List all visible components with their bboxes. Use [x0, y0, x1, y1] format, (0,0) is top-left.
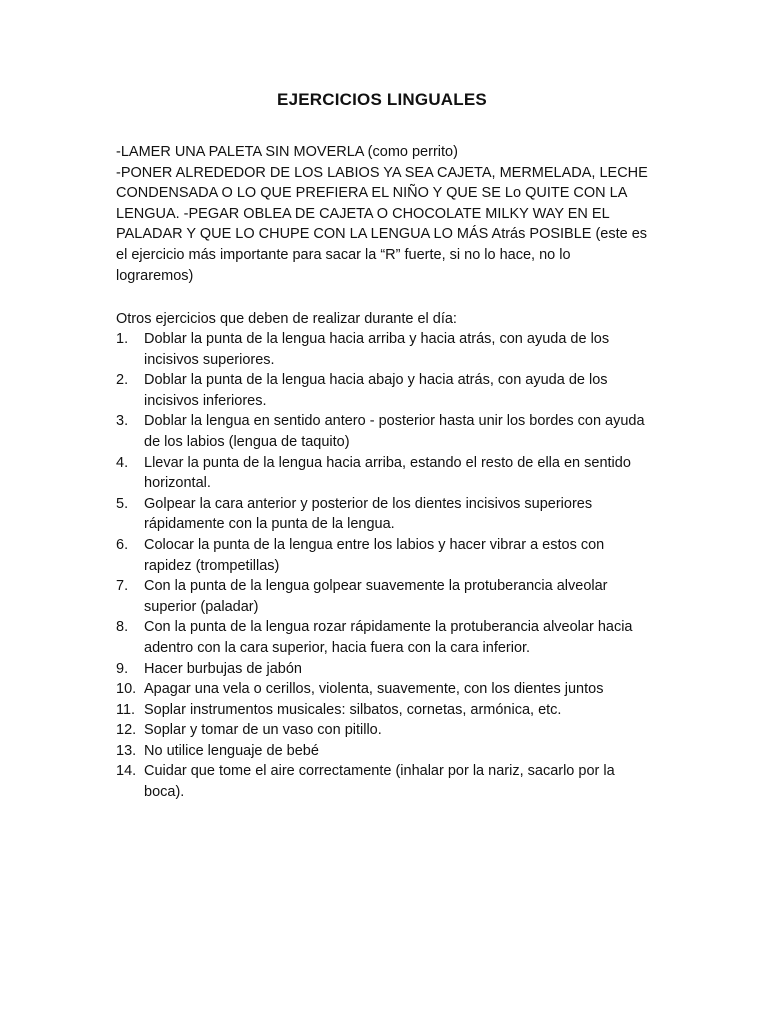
- list-item: [116, 761, 648, 802]
- list-item: [116, 617, 648, 658]
- item-number: 8.: [116, 619, 129, 636]
- list-item: [116, 535, 648, 576]
- item-text: Cuidar que tome el aire correctamente (inhalar por la nariz, sacarlo por la boca).: [144, 763, 615, 801]
- item-number: 7.: [116, 578, 129, 595]
- item-text: Llevar la punta de la lengua hacia arriba, estando el resto de ella en sentido horizontal.: [144, 454, 631, 492]
- item-number: 9.: [116, 660, 129, 677]
- list-item: [116, 411, 648, 452]
- item-number: 1.: [116, 331, 129, 347]
- item-text: Doblar la lengua en sentido antero - posterior hasta unir los bordes con ayuda de los labios (lengua de taquito): [144, 413, 645, 450]
- item-text: Colocar la punta de la lengua entre los labios y hacer vibrar a estos con rapidez (trompetillas): [144, 536, 605, 574]
- intro-paragraph: -PONER ALREDEDOR DE LOS LABIOS YA SEA CAJETA, MERMELADA, LECHE CONDENSADA O LO QUE PREFIERA EL NIÑO Y QUE SE Lo QUITE CON LA LENGUA. -PEGAR OBLEA DE CAJETA O CHOCOLATE MILKY WAY EN EL PALADAR Y QUE LO CHUPE CON LA LENGUA LO MÁS Atrás POSIBLE (este es el ejercicio más importante para sacar la “R” fuerte, si no lo hace, no lo lograremos): [116, 164, 648, 284]
- list-item: [116, 370, 648, 411]
- document-title: EJERCICIOS LINGUALES: [277, 90, 487, 109]
- intro-paragraph: -LAMER UNA PALETA SIN MOVERLA (como perrito): [116, 144, 458, 160]
- list-item: [116, 679, 648, 700]
- list-item: [116, 329, 648, 370]
- item-text: Con la punta de la lengua golpear suavemente la protuberancia alveolar superior (paladar): [144, 578, 608, 615]
- item-text: Hacer burbujas de jabón: [144, 660, 302, 677]
- list-item: [116, 494, 648, 535]
- item-text: Doblar la punta de la lengua hacia arriba y hacia atrás, con ayuda de los incisivos superiores.: [144, 331, 610, 368]
- list-item: [116, 453, 648, 494]
- item-text: Golpear la cara anterior y posterior de los dientes incisivos superiores rápidamente con la punta de la lengua.: [144, 495, 593, 533]
- item-text: No utilice lenguaje de bebé: [144, 742, 319, 759]
- item-number: 2.: [116, 372, 129, 389]
- item-text: Apagar una vela o cerillos, violenta, suavemente, con los dientes juntos: [144, 681, 604, 698]
- intro-block: [116, 142, 648, 286]
- item-text: Soplar instrumentos musicales: silbatos, cornetas, armónica, etc.: [144, 701, 562, 718]
- item-number: 10.: [116, 681, 137, 698]
- item-number: 13.: [116, 742, 137, 759]
- list-item: [116, 576, 648, 617]
- list-item: [116, 700, 648, 721]
- item-number: 12.: [116, 722, 137, 739]
- list-item: [116, 741, 648, 762]
- list-item: [116, 720, 648, 741]
- item-number: 4.: [116, 454, 129, 471]
- item-number: 5.: [116, 495, 129, 512]
- item-number: 6.: [116, 536, 129, 553]
- item-text: Con la punta de la lengua rozar rápidamente la protuberancia alveolar hacia adentro con la cara superior, hacia fuera con la cara inferior.: [144, 619, 633, 656]
- item-number: 14.: [116, 763, 137, 780]
- list-item: [116, 659, 648, 680]
- exercise-list: [116, 329, 648, 803]
- item-number: 3.: [116, 413, 129, 430]
- item-number: 11.: [116, 701, 136, 718]
- item-text: Soplar y tomar de un vaso con pitillo.: [144, 722, 382, 739]
- list-intro: Otros ejercicios que deben de realizar durante el día:: [116, 311, 457, 327]
- item-text: Doblar la punta de la lengua hacia abajo y hacia atrás, con ayuda de los incisivos inferiores.: [144, 372, 608, 409]
